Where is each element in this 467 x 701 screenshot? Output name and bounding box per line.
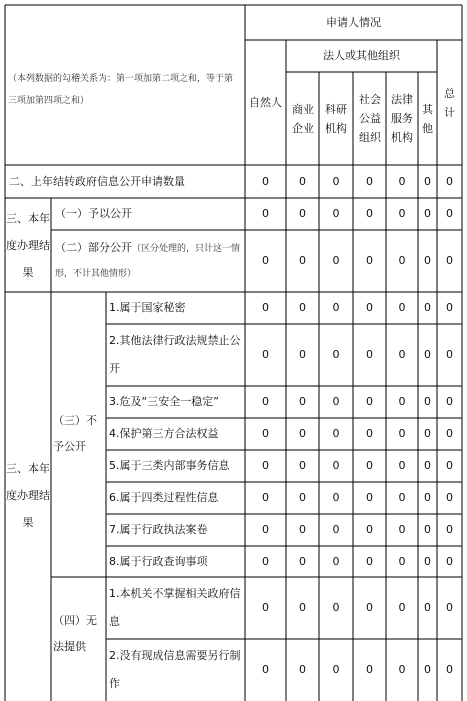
value-research: 0 <box>332 491 340 504</box>
col-natural-person: 自然人 <box>249 95 282 109</box>
value-research: 0 <box>332 459 340 472</box>
value-total: 0 <box>446 395 453 408</box>
value-social: 0 <box>366 301 373 314</box>
value-other: 0 <box>424 459 431 472</box>
col-commercial: 商业企业 <box>292 102 314 135</box>
value-social: 0 <box>366 174 373 188</box>
value-commercial: 0 <box>299 348 306 361</box>
value-legal-service: 0 <box>398 601 406 614</box>
value-other: 0 <box>424 663 431 676</box>
partial-public-note: （区分处理的，只计这一情形，不计其他情形） <box>55 244 241 279</box>
partial-public-label: （二）部分公开 <box>55 241 132 254</box>
note-cell <box>8 55 243 125</box>
value-other: 0 <box>424 254 431 267</box>
value-natural-person: 0 <box>262 348 269 361</box>
value-legal-service: 0 <box>398 254 406 267</box>
reason-4: 4.保护第三方合法权益 <box>109 427 219 440</box>
col-social: 社会公益组织 <box>359 93 381 144</box>
col-total: 总计 <box>444 86 455 119</box>
value-total: 0 <box>446 459 453 472</box>
section-handled-b: 三、本年度办理结果 <box>6 462 50 529</box>
value-legal-service: 0 <box>398 663 406 676</box>
value-social: 0 <box>366 427 373 440</box>
value-natural-person: 0 <box>262 491 269 504</box>
value-legal-service: 0 <box>398 491 406 504</box>
value-natural-person: 0 <box>262 459 269 472</box>
value-natural-person: 0 <box>262 395 269 408</box>
value-social: 0 <box>366 207 373 220</box>
value-total: 0 <box>446 427 453 440</box>
value-other: 0 <box>424 395 431 408</box>
value-research: 0 <box>332 523 340 536</box>
row-label-public: （一）予以公开 <box>55 207 132 220</box>
value-legal-service: 0 <box>398 459 406 472</box>
value-legal-service: 0 <box>398 427 406 440</box>
value-natural-person: 0 <box>262 601 269 614</box>
value-commercial: 0 <box>299 663 306 676</box>
value-commercial: 0 <box>299 207 306 220</box>
value-natural-person: 0 <box>262 207 269 220</box>
value-total: 0 <box>446 601 453 614</box>
value-social: 0 <box>366 601 373 614</box>
value-total: 0 <box>446 491 453 504</box>
value-commercial: 0 <box>299 601 306 614</box>
value-research: 0 <box>332 207 340 220</box>
col-research: 科研机构 <box>325 102 347 135</box>
applicant-info-header: 申请人情况 <box>326 15 381 29</box>
value-commercial: 0 <box>299 427 306 440</box>
value-commercial: 0 <box>299 395 306 408</box>
value-research: 0 <box>332 395 340 408</box>
value-natural-person: 0 <box>262 523 269 536</box>
value-legal-service: 0 <box>398 348 406 361</box>
value-total: 0 <box>446 254 453 267</box>
value-research: 0 <box>332 301 340 314</box>
cannot-reason-1: 1.本机关不掌握相关政府信息 <box>109 587 241 628</box>
value-other: 0 <box>424 207 431 220</box>
value-social: 0 <box>366 395 373 408</box>
value-legal-service: 0 <box>398 554 406 568</box>
col-legal-service: 法律服务机构 <box>391 93 413 144</box>
value-commercial: 0 <box>299 301 306 314</box>
col-other: 其他 <box>422 102 433 135</box>
value-legal-service: 0 <box>398 301 406 314</box>
reason-5: 5.属于三类内部事务信息 <box>109 459 230 472</box>
value-natural-person: 0 <box>262 301 269 314</box>
value-commercial: 0 <box>299 254 306 267</box>
value-research: 0 <box>332 348 340 361</box>
value-legal-service: 0 <box>398 395 406 408</box>
value-commercial: 0 <box>299 174 306 188</box>
value-other: 0 <box>424 601 431 614</box>
value-other: 0 <box>424 348 431 361</box>
row-label-partial <box>55 230 243 292</box>
value-other: 0 <box>424 301 431 314</box>
checksum-note: （本列数据的勾稽关系为：第一项加第二项之和，等于第三项加第四项之和） <box>8 74 234 106</box>
value-natural-person: 0 <box>262 254 269 267</box>
value-total: 0 <box>446 523 453 536</box>
reason-7: 7.属于行政执法案卷 <box>109 523 208 536</box>
value-other: 0 <box>424 491 431 504</box>
row-label-carryover: 二、上年结转政府信息公开申请数量 <box>9 174 185 188</box>
value-total: 0 <box>446 663 453 676</box>
value-other: 0 <box>424 427 431 440</box>
value-commercial: 0 <box>299 491 306 504</box>
reason-8: 8.属于行政查询事项 <box>109 554 208 568</box>
value-legal-service: 0 <box>398 523 406 536</box>
value-research: 0 <box>332 601 340 614</box>
value-natural-person: 0 <box>262 663 269 676</box>
value-research: 0 <box>332 663 340 676</box>
value-natural-person: 0 <box>262 174 269 188</box>
cannot-reason-2: 2.没有现成信息需要另行制作 <box>109 649 241 690</box>
value-research: 0 <box>332 554 340 568</box>
value-social: 0 <box>366 348 373 361</box>
value-natural-person: 0 <box>262 554 269 568</box>
value-total: 0 <box>446 174 453 188</box>
value-legal-service: 0 <box>398 207 406 220</box>
legal-person-org-header: 法人或其他组织 <box>323 49 400 62</box>
value-other: 0 <box>424 523 431 536</box>
reason-1: 1.属于国家秘密 <box>109 301 186 314</box>
value-social: 0 <box>366 459 373 472</box>
value-natural-person: 0 <box>262 427 269 440</box>
section-handled-a: 三、本年度办理结果 <box>6 211 50 279</box>
reason-3: 3.危及“三安全一稳定” <box>109 395 219 408</box>
value-research: 0 <box>332 427 340 440</box>
value-social: 0 <box>366 663 373 676</box>
value-total: 0 <box>446 348 453 361</box>
value-commercial: 0 <box>299 554 306 568</box>
value-commercial: 0 <box>299 523 306 536</box>
reason-6: 6.属于四类过程性信息 <box>109 491 219 504</box>
row-label-cannot-provide: （四）无法提供 <box>53 614 97 653</box>
value-social: 0 <box>366 491 373 504</box>
value-social: 0 <box>366 523 373 536</box>
value-total: 0 <box>446 301 453 314</box>
value-total: 0 <box>446 207 453 220</box>
reason-2: 2.其他法律行政法规禁止公开 <box>109 334 241 375</box>
value-legal-service: 0 <box>398 174 406 188</box>
value-commercial: 0 <box>299 459 306 472</box>
value-other: 0 <box>424 174 431 188</box>
value-total: 0 <box>446 554 453 568</box>
value-research: 0 <box>332 254 340 267</box>
value-research: 0 <box>332 174 340 188</box>
value-social: 0 <box>366 254 373 267</box>
value-social: 0 <box>366 554 373 568</box>
row-label-not-public: （三）不予公开 <box>53 414 97 453</box>
value-other: 0 <box>424 554 431 568</box>
